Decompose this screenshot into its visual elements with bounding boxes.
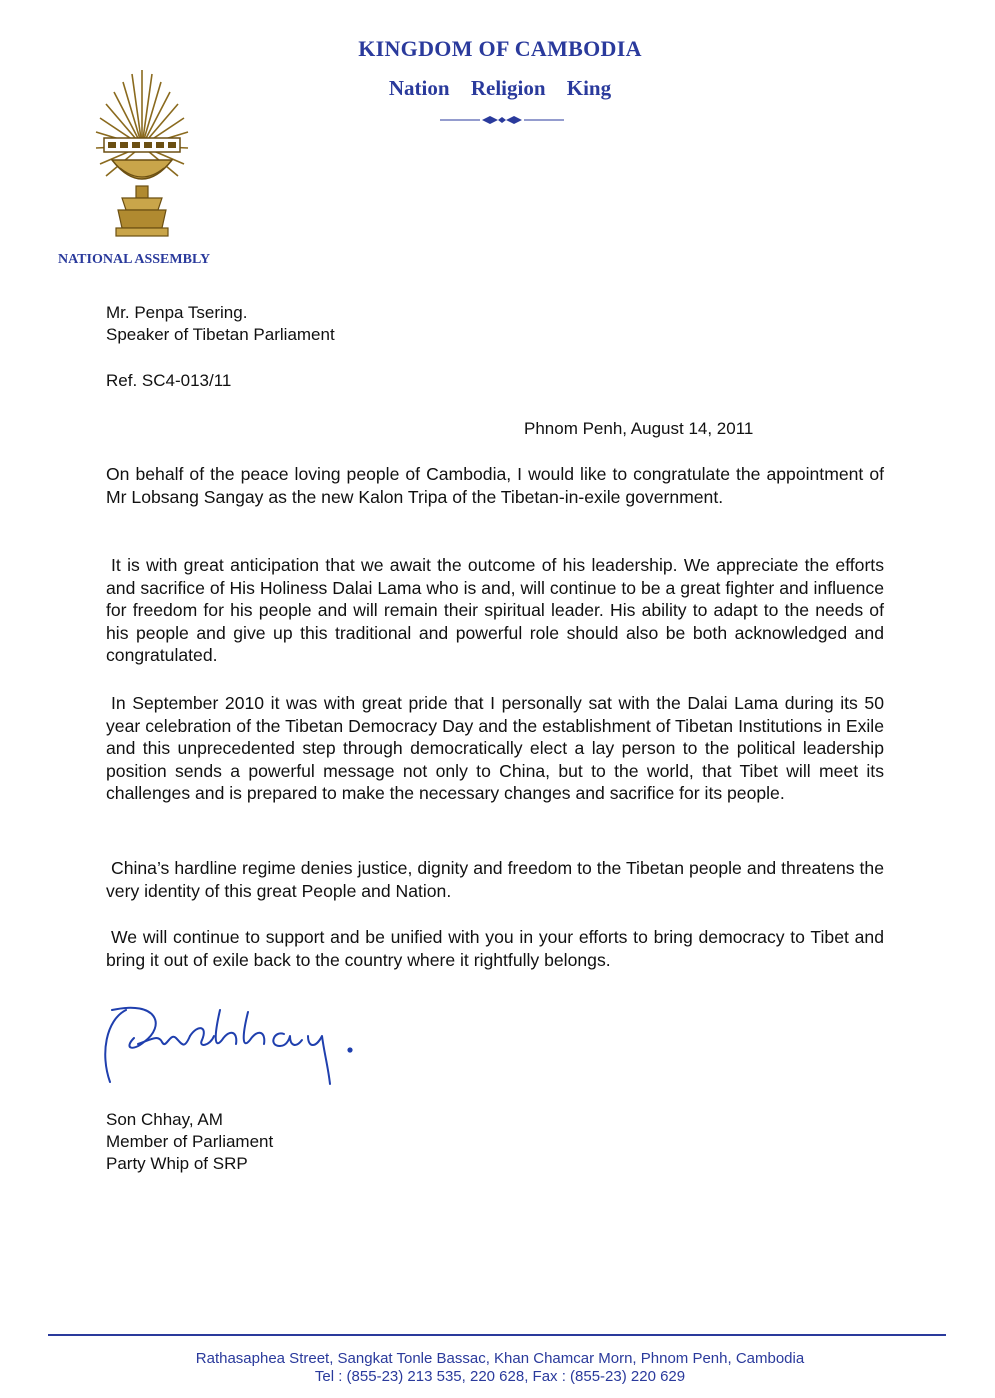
national-emblem-icon [92, 68, 192, 240]
national-motto [300, 76, 700, 101]
signer-name: Son Chhay, AM [106, 1110, 223, 1129]
body-paragraph: It is with great anticipation that we await the outcome of his leadership. We appreciate the efforts and sacrifice of His Holiness Dalai Lama who is and, will continue to be a great fighter and influence for freedom for his people and will remain their spiritual leader. His ability to adapt to the needs of his people and give up this traditional and powerful role should also be both acknowledged and congratulated. [106, 555, 884, 666]
dateline: Phnom Penh, August 14, 2011 [524, 419, 754, 438]
kingdom-heading: KINGDOM OF CAMBODIA [358, 36, 642, 61]
department-label: NATIONAL ASSEMBLY [58, 252, 211, 267]
body-paragraph: China’s hardline regime denies justice, dignity and freedom to the Tibetan people and threatens the very identity of this great People and Nation. [106, 858, 884, 901]
motto-religion: Religion [470, 76, 546, 100]
signer-block [106, 1109, 273, 1175]
motto-king: King [566, 76, 612, 100]
signer-role: Member of Parliament [106, 1132, 274, 1151]
footer-contact: Tel : (855-23) 213 535, 220 628, Fax : (855-23) 220 629 [314, 1368, 686, 1385]
recipient-title: Speaker of Tibetan Parliament [106, 325, 335, 344]
motto-nation: Nation [388, 76, 450, 100]
recipient-name: Mr. Penpa Tsering. [106, 303, 248, 322]
footer-address: Rathasaphea Street, Sangkat Tonle Bassac, Khan Chamcar Morn, Phnom Penh, Cambodia [195, 1350, 805, 1367]
signer-position: Party Whip of SRP [106, 1154, 248, 1173]
footer-divider [48, 1334, 946, 1336]
body-paragraph: In September 2010 it was with great pride that I personally sat with the Dalai Lama during its 50 year celebration of the Tibetan Democracy Day and the establishment of Tibetan Institutions in Exile and this unprecedented step through democratically elect a lay person to the political leadership position sends a powerful message not only to China, but to the world, that Tibet will meet its challenges and is prepared to make the necessary changes and sacrifice for its people. [106, 693, 884, 804]
recipient-block [106, 302, 335, 346]
reference-number: Ref. SC4-013/11 [106, 371, 232, 390]
body-paragraph: On behalf of the peace loving people of Cambodia, I would like to congratulate the appointment of Mr Lobsang Sangay as the new Kalon Tripa of the Tibetan-in-exile government. [106, 464, 884, 507]
ornament-divider-icon [440, 114, 564, 126]
footer [100, 1350, 900, 1386]
body-paragraph: We will continue to support and be unified with you in your efforts to bring democracy to Tibet and bring it out of exile back to the country where it rightfully belongs. [106, 927, 884, 970]
handwritten-signature [98, 996, 388, 1092]
